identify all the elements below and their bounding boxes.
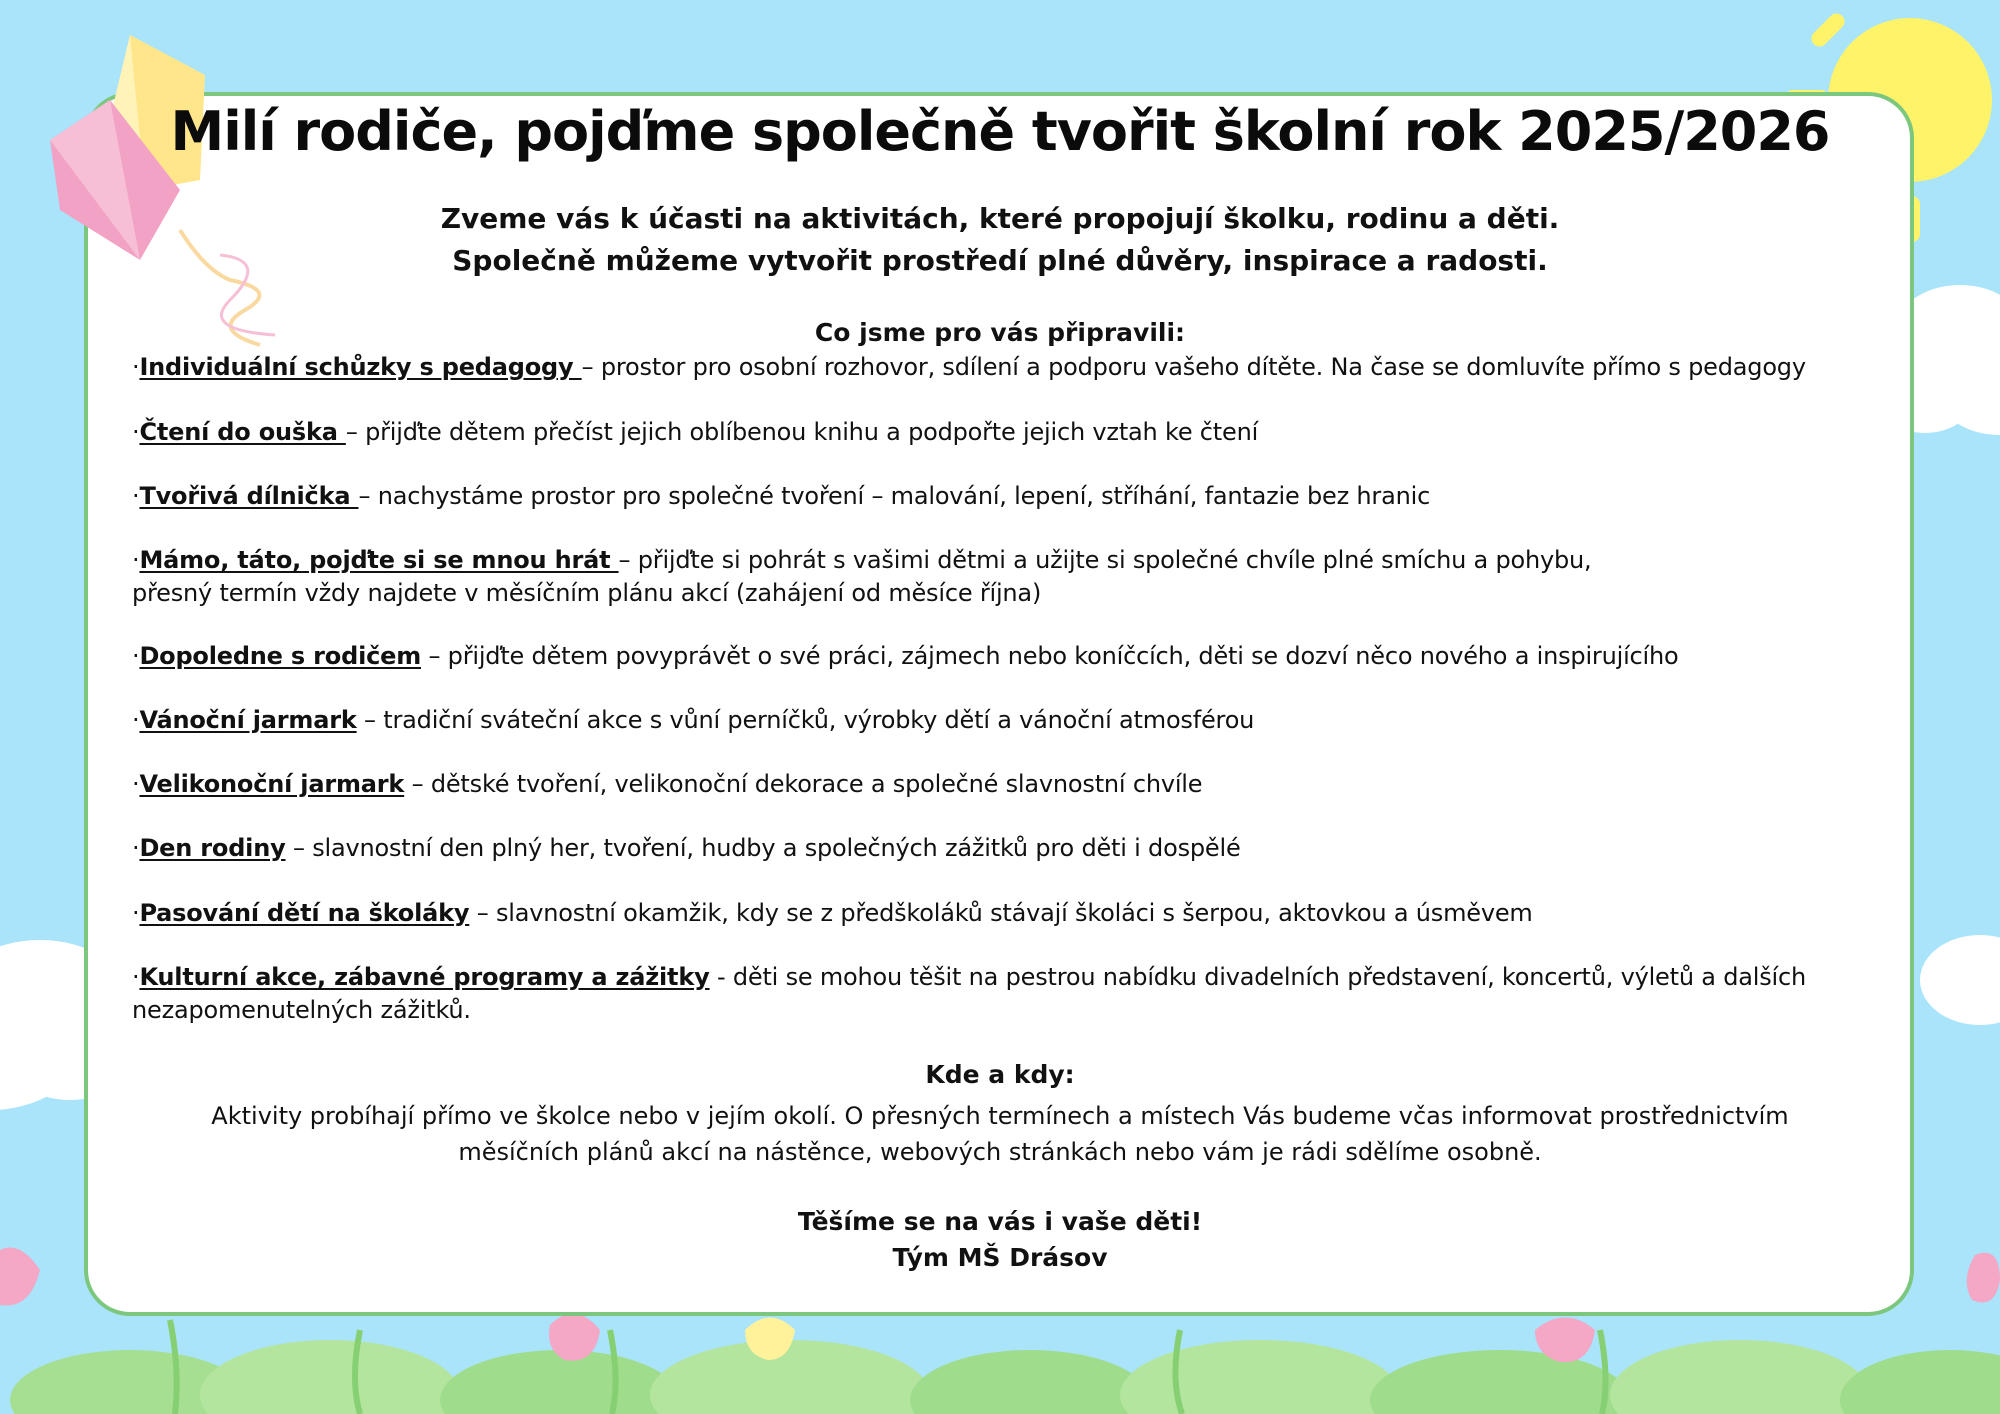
intro-line: Společně můžeme vytvořit prostředí plné důvěry, inspirace a radosti. (452, 244, 1548, 277)
activity-desc: – nachystáme prostor pro společné tvoření – malování, lepení, stříhání, fantazie bez hranic (358, 482, 1431, 510)
list-item (132, 704, 1832, 737)
activity-desc: – přijďte dětem přečíst jejich oblíbenou knihu a podpořte jejich vztah ke čtení (345, 418, 1259, 446)
list-item (132, 416, 1832, 449)
bullet: · (132, 899, 140, 927)
activity-name: Individuální schůzky s pedagogy (139, 353, 582, 381)
activity-name: Kulturní akce, zábavné programy a zážitky (139, 963, 710, 991)
list-item (132, 640, 1832, 673)
activity-name: Dopoledne s rodičem (139, 642, 422, 670)
page-title: Milí rodiče, pojďme společně tvořit školní rok 2025/2026 (170, 100, 1830, 163)
activity-desc: – slavnostní den plný her, tvoření, hudby a společných zážitků pro děti i dospělé (285, 834, 1241, 862)
activity-name: Čtení do ouška (139, 418, 346, 446)
where-line: měsíčních plánů akcí na nástěnce, webových stránkách nebo vám je rádi sdělíme osobně. (458, 1138, 1542, 1166)
activity-desc-continued: přesný termín vždy najdete v měsíčním plánu akcí (zahájení od měsíce října) (132, 579, 1042, 607)
activity-name: Velikonoční jarmark (139, 770, 405, 798)
bullet: · (132, 353, 140, 381)
activity-name: Mámo, táto, pojďte si se mnou hrát (139, 546, 619, 574)
list-item (132, 480, 1832, 513)
activity-desc: – prostor pro osobní rozhovor, sdílení a podporu vašeho dítěte. Na čase se domluvíte přímo s pedagogy (581, 353, 1806, 381)
bullet: · (132, 642, 140, 670)
closing-signature: Tým MŠ Drásov (892, 1243, 1108, 1272)
prepared-heading: Co jsme pro vás připravili: (814, 318, 1186, 347)
bullet: · (132, 770, 140, 798)
closing-greeting: Těšíme se na vás i vaše děti! (797, 1207, 1203, 1236)
activity-desc: – přijďte dětem povyprávět o své práci, zájmech nebo koníčcích, děti se dozví něco nového a inspirujícího (421, 642, 1679, 670)
intro-line: Zveme vás k účasti na aktivitách, které propojují školku, rodinu a děti. (440, 202, 1560, 235)
activity-name: Pasování dětí na školáky (139, 899, 470, 927)
bullet: · (132, 834, 140, 862)
list-item (132, 544, 1832, 610)
list-item (132, 768, 1832, 801)
grass-icon (10, 1320, 2000, 1414)
bullet: · (132, 482, 140, 510)
kite-icon (30, 30, 310, 360)
where-heading: Kde a kdy: (925, 1060, 1075, 1089)
cloud-right-lower-icon (1920, 935, 2000, 1025)
intro-text (0, 198, 2000, 282)
where-line: Aktivity probíhají přímo ve školce nebo v jejím okolí. O přesných termínech a místech Vás budeme včas informovat prostřednictvím (211, 1102, 1789, 1130)
where-text (0, 1098, 2000, 1170)
activity-desc: - děti se mohou těšit na pestrou nabídku divadelních představení, koncertů, výletů a dalších (709, 963, 1806, 991)
closing-text (0, 1204, 2000, 1276)
bullet: · (132, 418, 140, 446)
activity-desc: – přijďte si pohrát s vašimi dětmi a užijte si společné chvíle plné smíchu a pohybu, (618, 546, 1592, 574)
bullet: · (132, 706, 140, 734)
list-item (132, 351, 1832, 384)
bullet: · (132, 546, 140, 574)
bullet: · (132, 963, 140, 991)
list-item (132, 897, 1832, 930)
activity-desc-continued: nezapomenutelných zážitků. (132, 996, 471, 1024)
list-item (132, 961, 1832, 1027)
activity-desc: – tradiční sváteční akce s vůní perníčků, výrobky dětí a vánoční atmosférou (356, 706, 1255, 734)
activity-name: Den rodiny (139, 834, 286, 862)
activity-name: Tvořivá dílnička (139, 482, 359, 510)
activity-desc: – dětské tvoření, velikonoční dekorace a společné slavnostní chvíle (404, 770, 1203, 798)
list-item (132, 832, 1832, 865)
activity-name: Vánoční jarmark (139, 706, 357, 734)
activity-desc: – slavnostní okamžik, kdy se z předškoláků stávají školáci s šerpou, aktovkou a úsměvem (469, 899, 1533, 927)
